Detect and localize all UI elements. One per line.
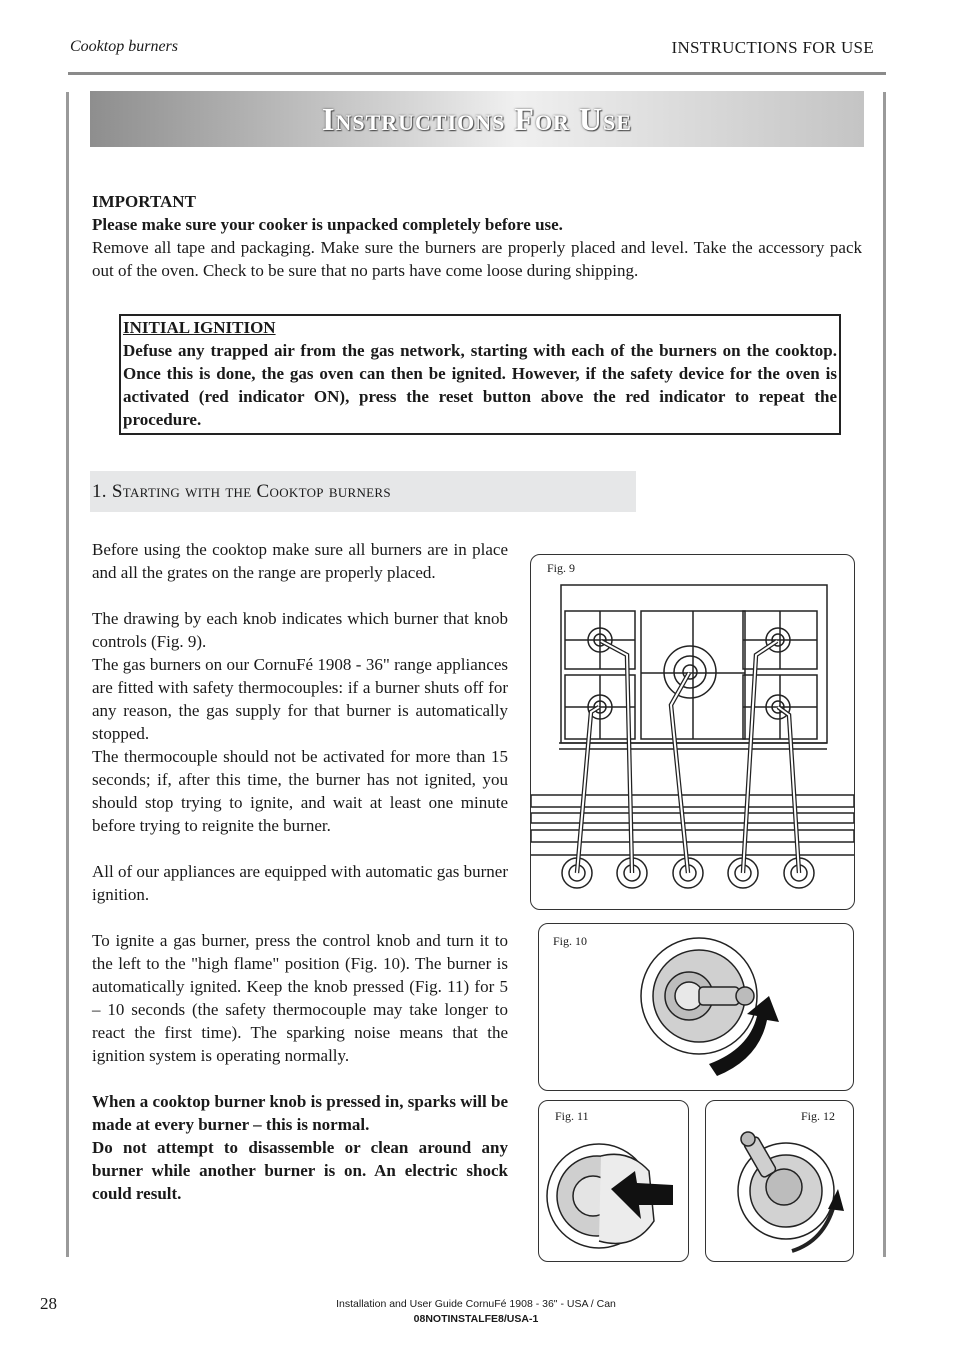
- important-heading: IMPORTANT: [92, 192, 196, 211]
- section-title: 1. Starting with the Cooktop burners: [92, 480, 391, 502]
- figure-9-label: Fig. 9: [547, 561, 576, 575]
- important-text: Remove all tape and packaging. Make sure the burners are properly placed and level. Take the accessory pack out of the oven. Check to be sure that no parts have come loose during shipping.: [92, 238, 862, 280]
- body-text-column: [92, 538, 508, 1205]
- paragraph-4: The thermocouple should not be activated for more than 15 seconds; if, after this time, the burner has not ignited, you should stop trying to ignite, and wait at least one minute before trying to reignite the burner.: [92, 747, 508, 835]
- cooktop-illustration: [531, 555, 854, 909]
- page-title: Instructions For Use: [322, 100, 632, 137]
- title-banner: [90, 91, 864, 147]
- figure-9: [530, 554, 855, 910]
- paragraph-2: The drawing by each knob indicates which burner that knob controls (Fig. 9).: [92, 609, 508, 651]
- frame-left-rule: [66, 92, 69, 1257]
- initial-ignition-box: [119, 314, 841, 435]
- footer: [300, 1297, 652, 1327]
- running-header-chapter: INSTRUCTIONS FOR USE: [671, 38, 874, 57]
- figure-11-label: Fig. 11: [555, 1109, 589, 1123]
- running-header-section: Cooktop burners: [70, 38, 178, 55]
- page-number: 28: [40, 1294, 57, 1313]
- figure-12: [705, 1100, 854, 1262]
- figure-11: [538, 1100, 689, 1262]
- frame-right-rule: [883, 92, 886, 1257]
- footer-document-code: 08NOTINSTALFE8/USA-1: [413, 1313, 539, 1325]
- figure-12-label: Fig. 12: [800, 1109, 835, 1123]
- knob-return-illustration: [706, 1101, 853, 1261]
- warning-sparks: When a cooktop burner knob is pressed in, sparks will be made at every burner – this is normal.: [92, 1092, 508, 1134]
- figure-10: [538, 923, 854, 1091]
- paragraph-5: All of our appliances are equipped with automatic gas burner ignition.: [92, 862, 508, 904]
- footer-guide-title: Installation and User Guide CornuFé 1908 - 36" - USA / Can: [336, 1298, 616, 1310]
- important-subheading: Please make sure your cooker is unpacked completely before use.: [92, 215, 563, 234]
- section-heading-bar: [90, 471, 636, 512]
- ignition-text: Defuse any trapped air from the gas network, starting with each of the burners on the cooktop. Once this is done, the gas oven can then be ignited. However, if the safety device for the oven is activated (red indicator ON), press the reset button above the red indicator to repeat the procedure.: [123, 341, 837, 429]
- paragraph-1: Before using the cooktop make sure all burners are in place and all the grates on the range are properly placed.: [92, 540, 508, 582]
- ignition-heading: INITIAL IGNITION: [123, 318, 276, 337]
- important-notice: [92, 190, 862, 282]
- knob-press-illustration: [539, 1101, 688, 1261]
- header-rule: [68, 72, 886, 75]
- warning-shock: Do not attempt to disassemble or clean around any burner while another burner is on. An electric shock could result.: [92, 1138, 508, 1203]
- paragraph-3: The gas burners on our CornuFé 1908 - 36" range appliances are fitted with safety thermocouples: if a burner shuts off for any reason, the gas supply for that burner is automatically stopped.: [92, 655, 508, 743]
- paragraph-6: To ignite a gas burner, press the control knob and turn it to the left to the "high flame" position (Fig. 10). The burner is automatically ignited. Keep the knob pressed (Fig. 11) for 5 – 10 seconds (the safety thermocouple may take longer to react the first time). The sparking noise means that the ignition system is operating normally.: [92, 931, 508, 1065]
- figure-10-label: Fig. 10: [553, 934, 588, 948]
